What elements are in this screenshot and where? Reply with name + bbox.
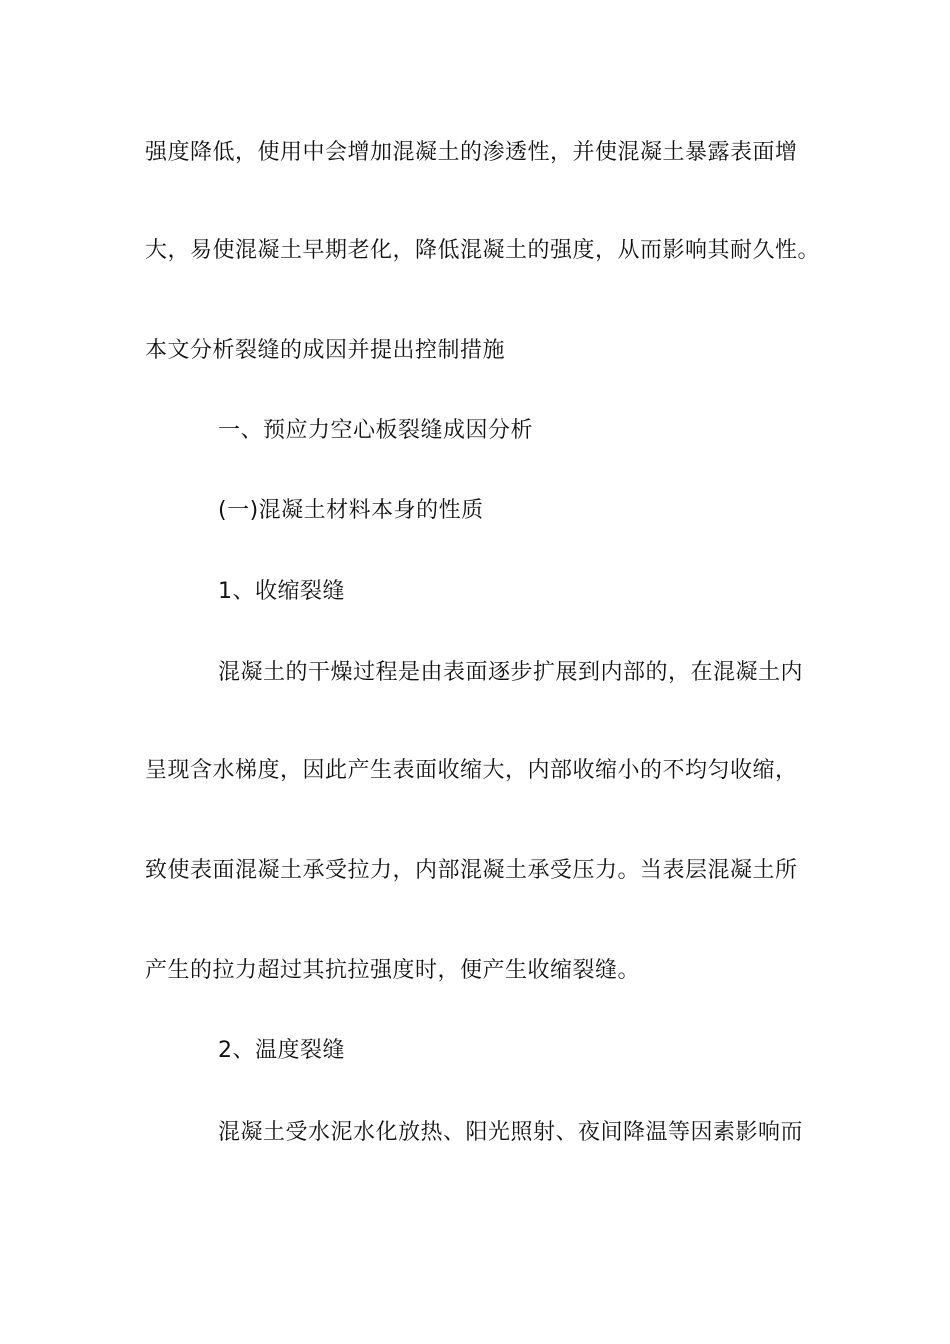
- item-heading: 1、收缩裂缝: [218, 579, 345, 604]
- paragraph-line: 强度降低，使用中会增加混凝土的渗透性，并使混凝土暴露表面增: [145, 140, 798, 165]
- paragraph-line: 混凝土受水泥水化放热、阳光照射、夜间降温等因素影响而: [218, 1120, 804, 1145]
- paragraph-line: 混凝土的干燥过程是由表面逐步扩展到内部的，在混凝土内: [218, 660, 804, 685]
- paragraph-line: 呈现含水梯度，因此产生表面收缩大，内部收缩小的不均匀收缩，: [145, 758, 798, 783]
- paragraph-line: 产生的拉力超过其抗拉强度时，便产生收缩裂缝。: [145, 958, 641, 983]
- paragraph-line: 大，易使混凝土早期老化，降低混凝土的强度，从而影响其耐久性。: [145, 238, 821, 263]
- paragraph-line: 致使表面混凝土承受拉力，内部混凝土承受压力。当表层混凝土所: [145, 858, 798, 883]
- subsection-heading: (一)混凝土材料本身的性质: [218, 498, 484, 523]
- item-heading: 2、温度裂缝: [218, 1038, 345, 1063]
- paragraph-line: 本文分析裂缝的成因并提出控制措施: [145, 338, 506, 363]
- section-heading: 一、预应力空心板裂缝成因分析: [218, 418, 534, 443]
